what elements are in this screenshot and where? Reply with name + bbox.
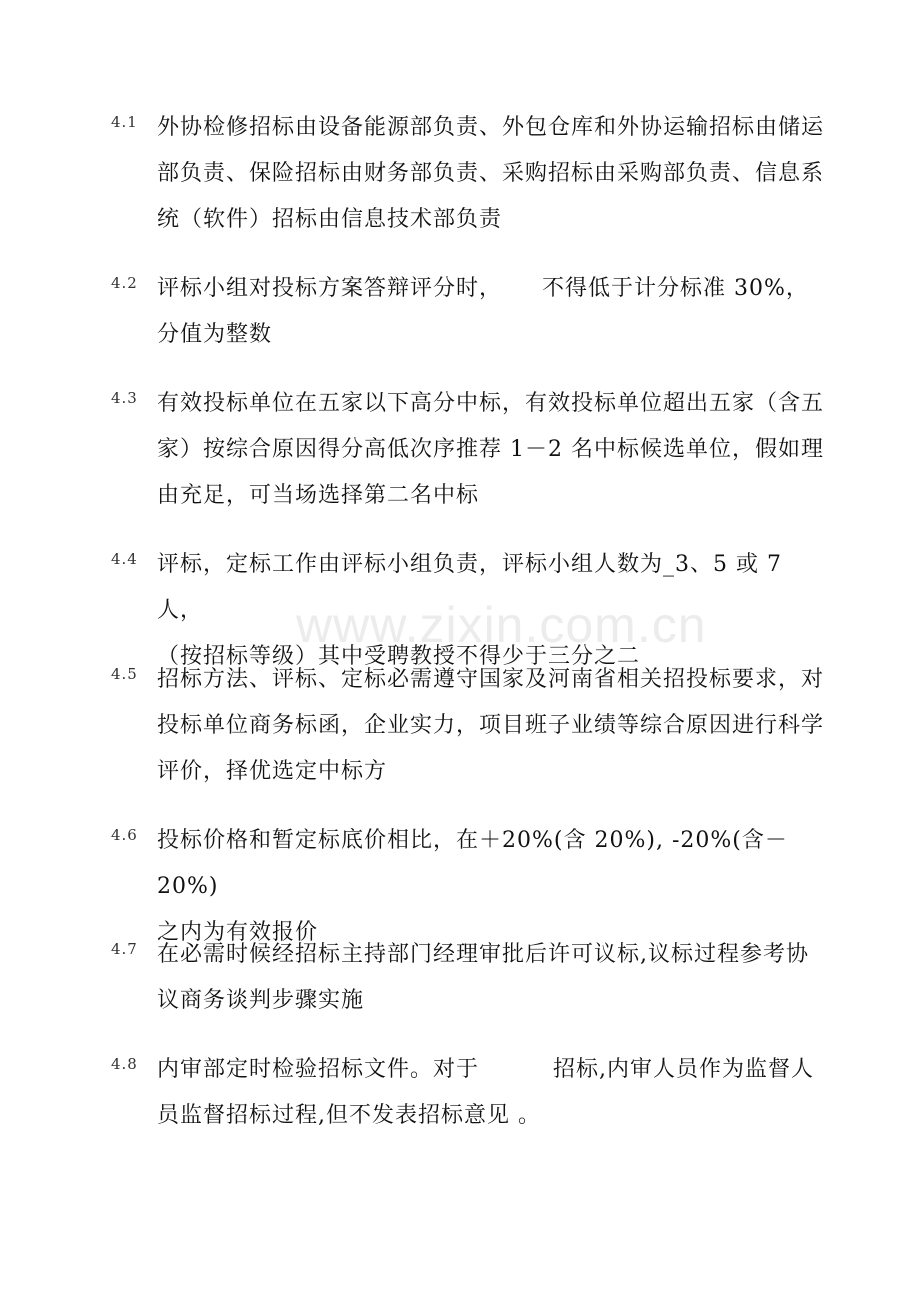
clause-line: 投标单位商务标函，企业实力，项目班子业绩等综合原因进行科学 (157, 713, 825, 738)
clause-line: （按招标等级）其中受聘教授不得少于三分之二 (157, 644, 641, 669)
clause-number: 4.4 (111, 550, 138, 568)
clause-number: 4.7 (111, 940, 138, 958)
clause-line: 由充足，可当场选择第二名中标 (157, 483, 480, 508)
clause-line: 家）按综合原因得分高低次序推荐 1－2 名中标候选单位，假如理 (157, 437, 824, 462)
clause-line: 分值为整数 (157, 322, 273, 347)
clause-line: 评价，择优选定中标方 (157, 759, 388, 784)
clause-line: 投标价格和暂定标底价相比，在＋20%(含 20%), -20%(含－20%) (157, 828, 788, 899)
clause-segment: 内审部定时检验招标文件。对于 (157, 1057, 480, 1082)
clause-text (157, 932, 832, 1024)
clause-line: 在必需时候经招标主持部门经理审批后许可议标,议标过程参考协 (157, 942, 809, 967)
watermark: www.zixin.com.cn (296, 597, 707, 653)
clause-segment: 招标,内审人员作为监督人 (553, 1057, 815, 1082)
clause-line: 评标，定标工作由评标小组负责，评标小组人数为_3、5 或 7 人， (157, 552, 782, 623)
clause-text (157, 266, 832, 358)
clause-text (157, 1047, 832, 1139)
clause-number: 4.3 (111, 389, 138, 407)
clause-number: 4.5 (111, 665, 138, 683)
clause-text (157, 105, 832, 243)
clause-line: 之内为有效报价 (157, 920, 319, 945)
clause-number: 4.8 (111, 1055, 138, 1073)
clause-line: 有效投标单位在五家以下高分中标，有效投标单位超出五家（含五 (157, 391, 825, 416)
clause-line: 部负责、保险招标由财务部负责、采购招标由采购部负责、信息系 (157, 161, 825, 186)
clause-line: 招标方法、评标、定标必需遵守国家及河南省相关招投标要求，对 (157, 667, 825, 692)
clause-line (157, 1047, 832, 1093)
clause-text (157, 657, 832, 795)
clause-line: 外协检修招标由设备能源部负责、外包仓库和外协运输招标由储运 (157, 115, 825, 140)
clause-line: 统（软件）招标由信息技术部负责 (157, 207, 503, 232)
clause-number: 4.1 (111, 113, 138, 131)
clause-text (157, 381, 832, 519)
clause-line (157, 266, 832, 312)
clause-line: 员监督招标过程,但不发表招标意见 。 (157, 1103, 541, 1128)
clause-number: 4.6 (111, 826, 138, 844)
clause-line: 议商务谈判步骤实施 (157, 988, 365, 1013)
clause-segment: 不得低于计分标准 30%， (542, 276, 809, 301)
clause-number: 4.2 (111, 274, 138, 292)
clause-segment: 评标小组对投标方案答辩评分时， (157, 276, 503, 301)
